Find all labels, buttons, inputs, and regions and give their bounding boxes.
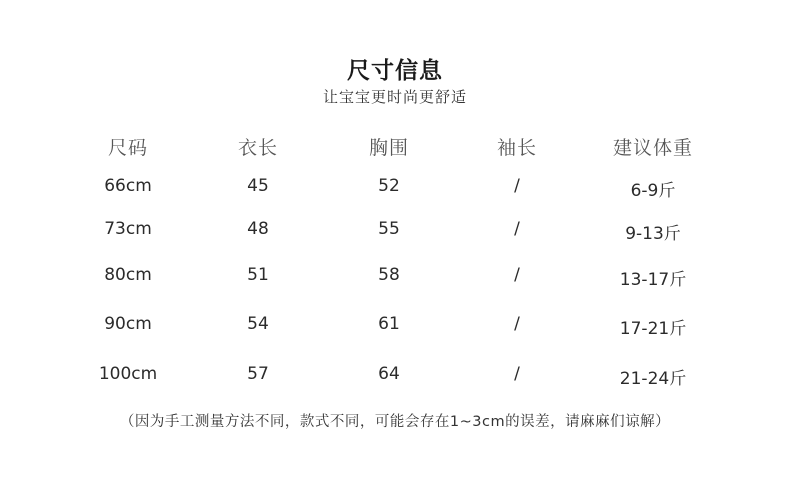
- cell-sleeve: /: [514, 314, 520, 334]
- cell-weight: 17-21斤: [619, 319, 687, 339]
- cell-size: 90cm: [104, 314, 152, 334]
- cell-length: 54: [247, 314, 269, 334]
- cell-chest: 52: [378, 176, 400, 196]
- cell-sleeve: /: [514, 364, 520, 384]
- cell-sleeve: /: [514, 219, 520, 239]
- page-title: 尺寸信息: [347, 58, 443, 84]
- cell-chest: 55: [378, 219, 400, 239]
- header-size: 尺码: [107, 137, 148, 159]
- cell-chest: 58: [378, 265, 400, 285]
- cell-length: 48: [247, 219, 269, 239]
- cell-size: 100cm: [98, 364, 158, 384]
- cell-sleeve: /: [514, 265, 520, 285]
- cell-size: 73cm: [104, 219, 152, 239]
- cell-length: 57: [247, 364, 269, 384]
- header-sleeve: 袖长: [496, 137, 537, 159]
- header-weight: 建议体重: [612, 137, 693, 159]
- cell-weight: 21-24斤: [619, 369, 687, 389]
- cell-weight: 13-17斤: [619, 270, 687, 290]
- cell-weight: 6-9斤: [630, 181, 676, 201]
- page-subtitle: 让宝宝更时尚更舒适: [322, 88, 467, 106]
- header-length: 衣长: [237, 137, 278, 159]
- measurement-note: （因为手工测量方法不同，款式不同，可能会存在1~3cm的误差，请麻麻们谅解）: [119, 414, 671, 430]
- header-chest: 胸围: [368, 137, 409, 159]
- cell-chest: 64: [378, 364, 400, 384]
- cell-length: 45: [247, 176, 269, 196]
- cell-size: 80cm: [104, 265, 152, 285]
- cell-size: 66cm: [104, 176, 152, 196]
- cell-chest: 61: [378, 314, 400, 334]
- cell-weight: 9-13斤: [625, 224, 681, 244]
- cell-sleeve: /: [514, 176, 520, 196]
- cell-length: 51: [247, 265, 269, 285]
